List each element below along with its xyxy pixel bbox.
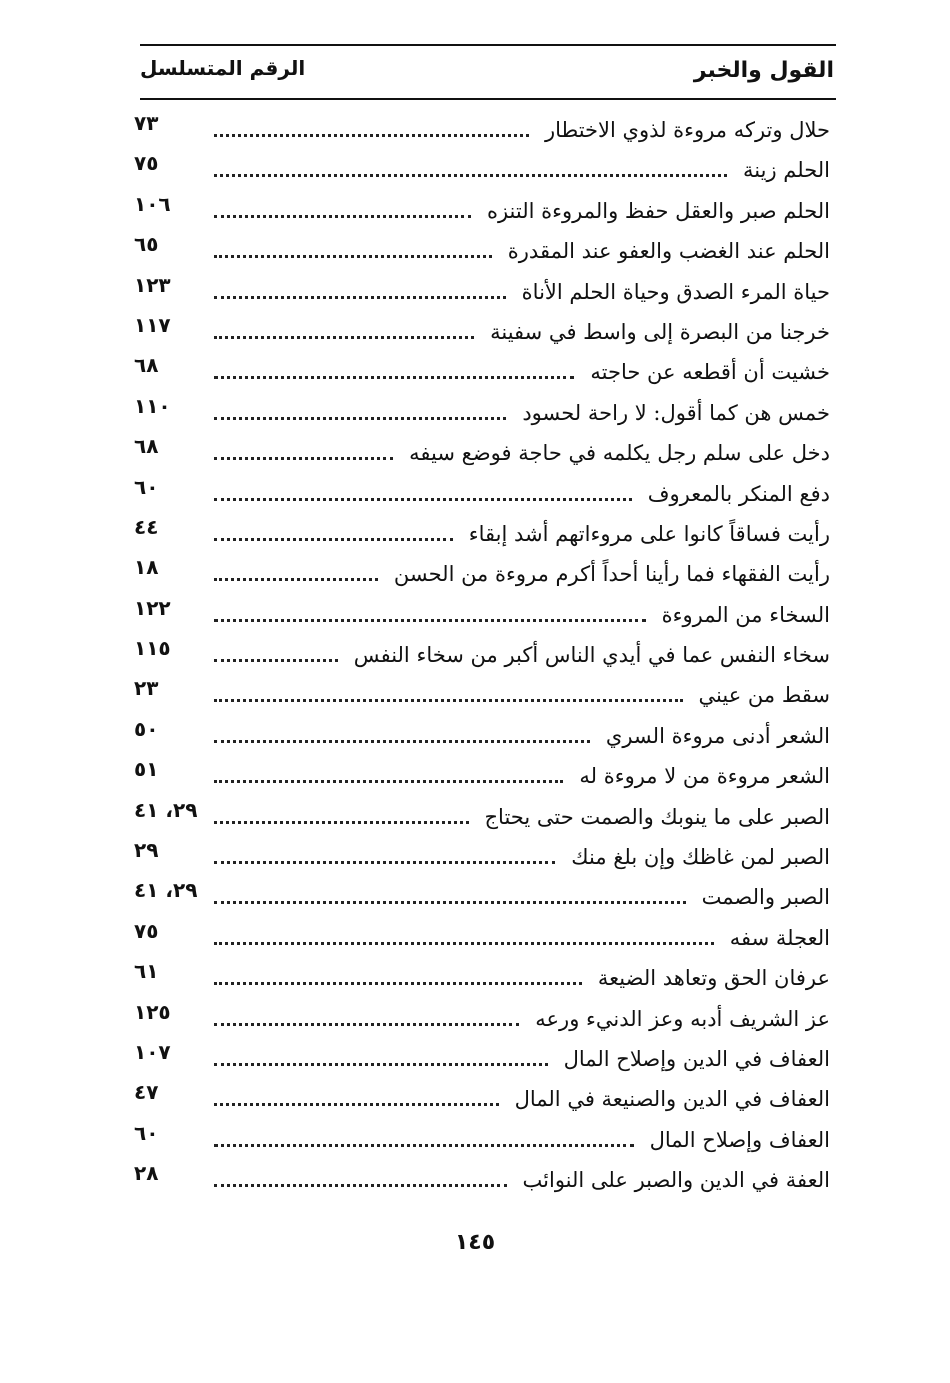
entry-title: العفاف في الدين وإصلاح المال	[563, 1046, 830, 1071]
entry-title: رأيت فساقاً كانوا على مروءاتهم أشد إبقاء	[468, 521, 830, 546]
index-entry	[130, 918, 836, 958]
dot-leader	[214, 484, 632, 501]
dot-leader	[214, 201, 471, 218]
dot-leader	[214, 766, 563, 783]
index-entry	[130, 312, 836, 352]
dot-leader	[214, 1049, 548, 1066]
entry-page-number: ١٢٢	[134, 595, 171, 620]
entry-title: دفع المنكر بالمعروف	[647, 481, 830, 506]
entry-title: حياة المرء الصدق وحياة الحلم الأناة	[521, 279, 830, 304]
entry-page-number: ٦١	[134, 959, 159, 984]
index-entry	[130, 1160, 836, 1200]
dot-leader	[214, 605, 646, 622]
dot-leader	[214, 362, 574, 379]
index-entry	[130, 797, 836, 837]
entry-page-number: ٦٥	[134, 232, 159, 257]
entry-page-number: ١٢٣	[134, 272, 171, 297]
dot-leader	[214, 322, 474, 339]
entry-page-number: ٦٠	[134, 474, 159, 499]
dot-leader	[214, 120, 529, 137]
entry-page-number: ١١٠	[134, 393, 171, 418]
entry-title: دخل على سلم رجل يكلمه في حاجة فوضع سيفه	[409, 441, 830, 466]
entry-title: سخاء النفس عما في أيدي الناس أكبر من سخاء النفس	[353, 643, 830, 668]
entry-title: العفاف وإصلاح المال	[649, 1127, 830, 1152]
dot-leader	[214, 807, 469, 824]
entry-title: رأيت الفقهاء فما رأينا أحداً أكرم مروءة من الحسن	[393, 562, 830, 587]
entry-page-number: ٥٠	[134, 716, 159, 741]
dot-leader	[214, 847, 555, 864]
index-entry	[130, 393, 836, 433]
header-rule	[140, 98, 836, 100]
entry-title: عز الشريف أدبه وعز الدنيء ورعه	[535, 1006, 830, 1031]
entry-page-number: ١٠٦	[134, 191, 171, 216]
entry-page-number: ٢٩	[134, 838, 159, 863]
entry-title: العجلة سفه	[729, 925, 830, 950]
entry-title: الحلم صبر والعقل حفظ والمروءة التنزه	[486, 198, 830, 223]
page-header-column-label: الرقم المتسلسل	[140, 56, 306, 80]
dot-leader	[214, 241, 492, 258]
index-entry	[130, 150, 836, 190]
index-entry	[130, 999, 836, 1039]
dot-leader	[214, 685, 683, 702]
index-entry	[130, 595, 836, 635]
index-entry	[130, 514, 836, 554]
entry-page-number: ٢٩، ٤١	[134, 878, 198, 903]
entry-page-number: ٢٩، ٤١	[134, 797, 198, 822]
entry-title: حلال وتركه مروءة لذوي الاختطار	[544, 118, 830, 142]
index-entry	[130, 635, 836, 675]
dot-leader	[214, 887, 686, 904]
index-entry	[130, 231, 836, 271]
entry-page-number: ١٠٧	[134, 1039, 171, 1064]
dot-leader	[214, 564, 378, 581]
index-entry	[130, 1079, 836, 1119]
entry-title: الحلم عند الغضب والعفو عند المقدرة	[507, 239, 830, 264]
index-entry	[130, 352, 836, 392]
index-entry	[130, 958, 836, 998]
entry-page-number: ٤٧	[134, 1080, 159, 1105]
index-entry	[130, 716, 836, 756]
entry-page-number: ٦٨	[134, 434, 159, 459]
page-number: ١٤٥	[454, 1230, 496, 1255]
entry-title: خشيت أن أقطعه عن حاجته	[590, 360, 830, 385]
dot-leader	[214, 1009, 519, 1026]
dot-leader	[214, 160, 727, 177]
entry-title: العفاف في الدين والصنيعة في المال	[514, 1087, 830, 1112]
dot-leader	[214, 1170, 507, 1187]
index-entry	[130, 877, 836, 917]
dot-leader	[214, 1130, 634, 1147]
entry-title: السخاء من المروءة	[661, 602, 830, 627]
dot-leader	[214, 524, 453, 541]
entry-title: الصبر على ما ينوبك والصمت حتى يحتاج	[484, 804, 830, 829]
entry-title: خرجنا من البصرة إلى واسط في سفينة	[490, 319, 830, 344]
entry-title: العفة في الدين والصبر على النوائب	[522, 1168, 830, 1193]
entry-page-number: ٤٤	[134, 514, 159, 539]
entry-page-number: ٧٥	[134, 918, 159, 943]
index-entry	[130, 554, 836, 594]
index-entry	[130, 1120, 836, 1160]
page-header-title: القول والخبر	[693, 58, 834, 83]
entry-page-number: ١١٥	[134, 636, 171, 661]
entry-page-number: ١٨	[134, 555, 159, 580]
entry-page-number: ٧٥	[134, 151, 159, 176]
entry-title: خمس هن كما أقول: لا راحة لحسود	[522, 400, 830, 425]
entry-title: الشعر أدنى مروءة السري	[605, 723, 830, 748]
entry-page-number: ٢٨	[134, 1161, 159, 1186]
entry-page-number: ٥١	[134, 757, 159, 782]
index-entry	[130, 1039, 836, 1079]
index-entry	[130, 110, 836, 150]
dot-leader	[214, 1089, 499, 1106]
entry-page-number: ٦٠	[134, 1120, 159, 1145]
index-entry	[130, 837, 836, 877]
index-entry	[130, 756, 836, 796]
top-rule	[140, 44, 836, 46]
dot-leader	[214, 928, 714, 945]
dot-leader	[214, 443, 393, 460]
entry-page-number: ٢٣	[134, 676, 159, 701]
entry-page-number: ١٢٥	[134, 999, 171, 1024]
dot-leader	[214, 645, 338, 662]
entry-title: الشعر مروءة من لا مروءة له	[579, 764, 830, 789]
entry-title: الصبر والصمت	[701, 885, 830, 910]
index-entries	[130, 110, 836, 1201]
dot-leader	[214, 726, 590, 743]
entry-page-number: ١١٧	[134, 312, 171, 337]
index-entry	[130, 675, 836, 715]
index-entry	[130, 272, 836, 312]
entry-title: سقط من عيني	[698, 683, 830, 708]
dot-leader	[214, 403, 506, 420]
dot-leader	[214, 282, 506, 299]
index-entry	[130, 191, 836, 231]
entry-title: عرفان الحق وتعاهد الضيعة	[597, 966, 830, 991]
entry-title: الصبر لمن غاظك وإن بلغ منك	[571, 845, 830, 870]
dot-leader	[214, 968, 582, 985]
entry-page-number: ٦٨	[134, 353, 159, 378]
index-entry	[130, 433, 836, 473]
index-entry	[130, 474, 836, 514]
entry-page-number: ٧٣	[134, 111, 159, 135]
entry-title: الحلم زينة	[743, 158, 830, 183]
